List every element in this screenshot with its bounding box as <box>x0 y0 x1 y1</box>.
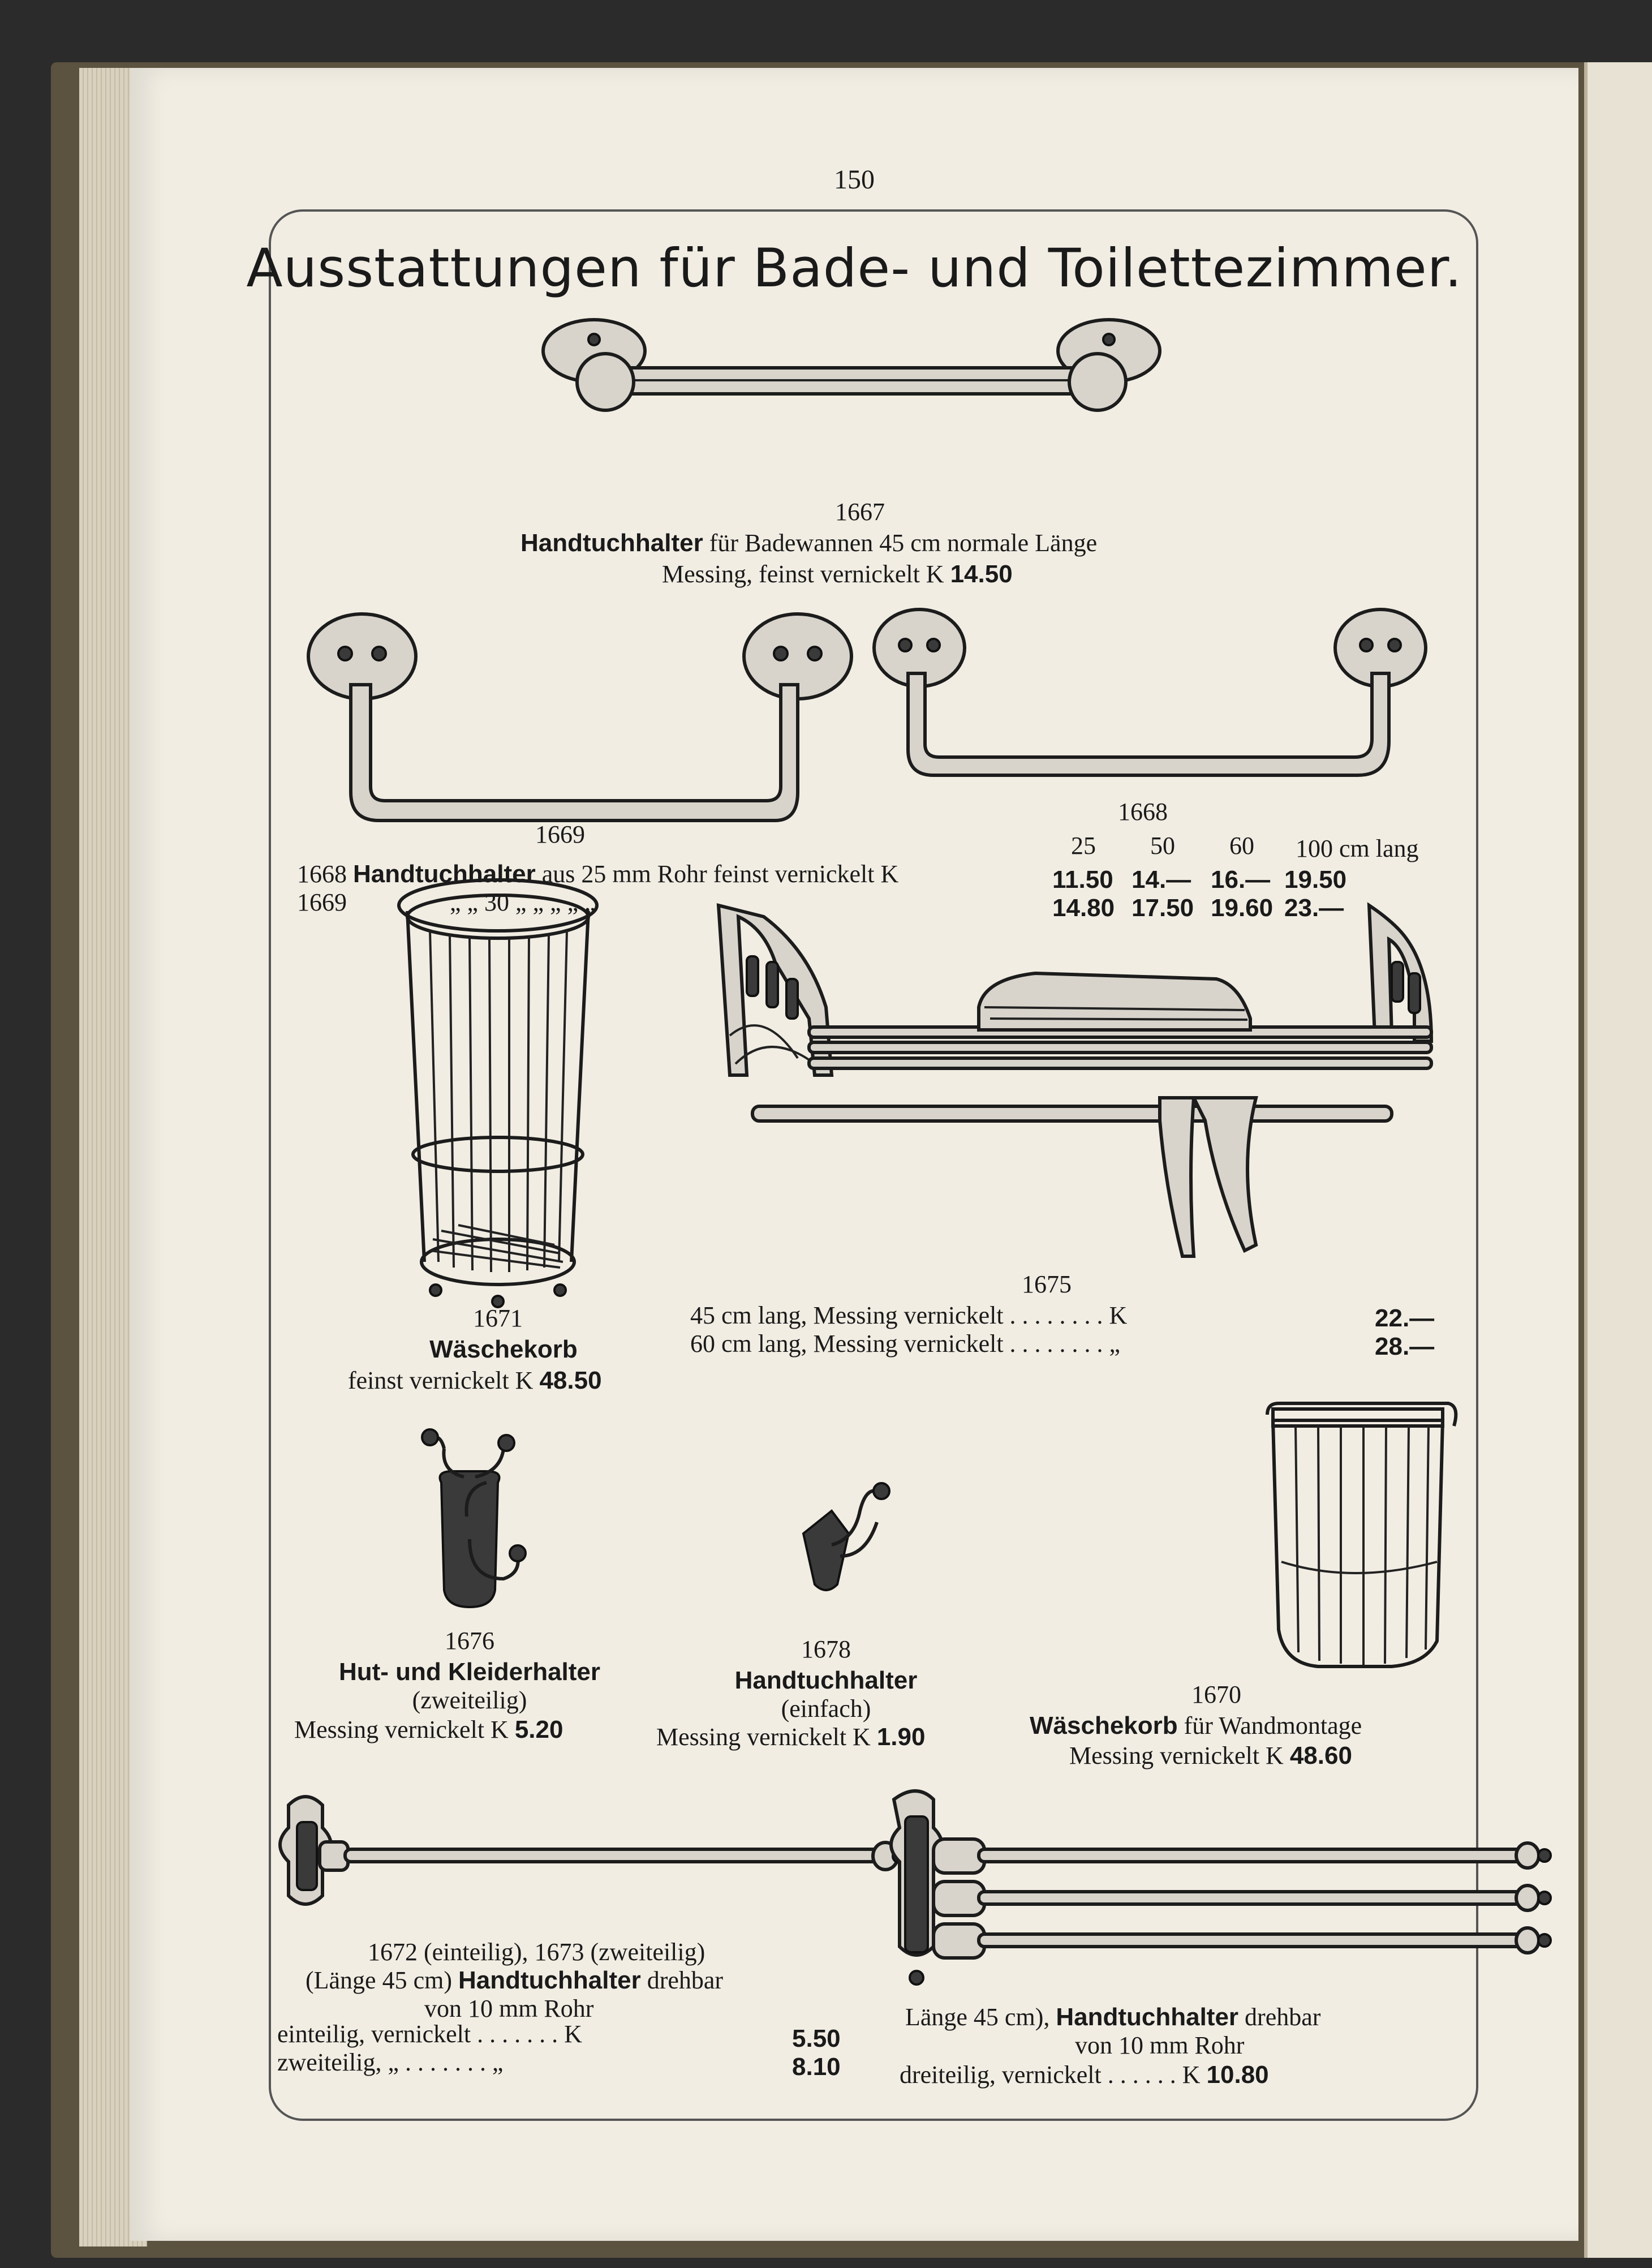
item-1672-row2-price: 8.10 <box>792 2053 841 2081</box>
wall-laundry-basket-1670-illustration <box>1256 1392 1471 1675</box>
towel-hook-1678-illustration <box>769 1477 917 1613</box>
towel-shelf-1675-illustration <box>696 894 1448 1279</box>
item-1670-name: Wäschekorb <box>1030 1712 1178 1739</box>
price-1668-60: 16.— <box>1211 866 1271 894</box>
item-1675-row1-price: 22.— <box>1375 1304 1435 1332</box>
adjacent-page-edge <box>1584 62 1652 2258</box>
item-1670-desc: für Wandmontage <box>1184 1712 1362 1739</box>
item-1675-row2-price: 28.— <box>1375 1333 1435 1360</box>
size-50: 50 <box>1150 832 1175 860</box>
item-1675-row1-text: 45 cm lang, Messing vernickelt . . . . . . . . K <box>690 1301 1128 1329</box>
item-1678-line2-text: Messing vernickelt K <box>656 1723 871 1751</box>
row-1668-label: 1668 <box>297 860 347 888</box>
item-1670-line1 <box>1030 1712 1362 1740</box>
item-1670-number: 1670 <box>1191 1681 1241 1708</box>
row-1668-name: Handtuchhalter <box>353 860 536 888</box>
item-1674-line1a: Länge 45 cm), <box>905 2003 1050 2031</box>
item-1667-price: 14.50 <box>950 560 1013 588</box>
item-1672-name: Handtuchhalter <box>458 1966 641 1994</box>
item-1678-line2 <box>656 1723 925 1751</box>
item-1672-row1-text: einteilig, vernickelt . . . . . . . K <box>277 2020 582 2048</box>
towel-bar-1667-illustration <box>537 317 1171 430</box>
item-1667-line2-text: Messing, feinst vernickelt K <box>662 560 944 588</box>
item-1676-number: 1676 <box>445 1627 494 1655</box>
item-1674-line1 <box>905 2003 1320 2031</box>
row-1669-text: „ „ 30 „ „ „ „ „ <box>450 888 596 916</box>
item-1670-line2 <box>1069 1742 1352 1770</box>
triple-swivel-towel-rail-illustration <box>871 1782 1590 1986</box>
price-1668-100: 19.50 <box>1284 866 1347 894</box>
row-1668-text: aus 25 mm Rohr feinst vernickelt K <box>541 860 899 888</box>
size-60: 60 <box>1229 832 1254 860</box>
item-1674-line3-text: dreiteilig, vernickelt . . . . . . K <box>900 2061 1201 2089</box>
price-1669-60: 19.60 <box>1211 894 1274 922</box>
swivel-towel-rail-1672-illustration <box>272 1788 962 1924</box>
item-1676-line2 <box>294 1716 563 1744</box>
price-1669-25: 14.80 <box>1052 894 1115 922</box>
page-title: Ausstattungen für Bade- und Toilettezimmer. <box>246 238 1462 299</box>
item-1668-number: 1668 <box>1118 798 1168 826</box>
item-1672-line3: von 10 mm Rohr <box>424 1995 594 2022</box>
item-1671-line2-text: feinst vernickelt K <box>348 1367 534 1394</box>
price-1668-50: 14.— <box>1132 866 1191 894</box>
item-1672-number-line: 1672 (einteilig), 1673 (zweiteilig) <box>368 1938 705 1966</box>
item-1667-line1 <box>520 529 1097 557</box>
item-1672-row2-text: zweiteilig, „ . . . . . . . „ <box>277 2048 504 2076</box>
size-100: 100 cm lang <box>1296 835 1419 862</box>
item-1672-row1-price: 5.50 <box>792 2025 841 2052</box>
item-1678-number: 1678 <box>801 1635 851 1663</box>
item-1671-number: 1671 <box>473 1304 523 1332</box>
item-1669-number: 1669 <box>535 821 585 848</box>
item-1674-line1b: drehbar <box>1245 2003 1321 2031</box>
towel-holder-1669-illustration <box>306 611 860 837</box>
item-1678-price: 1.90 <box>876 1723 926 1751</box>
item-1667-name: Handtuchhalter <box>520 529 703 557</box>
laundry-basket-1671-illustration <box>390 871 605 1313</box>
row-1669-label: 1669 <box>297 888 347 916</box>
price-1669-50: 17.50 <box>1132 894 1194 922</box>
price-1668-25: 11.50 <box>1052 866 1113 894</box>
item-1676-line2-text: Messing vernickelt K <box>294 1716 509 1743</box>
item-1675-number: 1675 <box>1022 1270 1072 1298</box>
item-1667-line2 <box>662 560 1013 589</box>
item-1670-line2-text: Messing vernickelt K <box>1069 1742 1284 1769</box>
catalog-page <box>130 68 1578 2241</box>
item-1672-line2 <box>306 1966 723 1995</box>
item-1674-price: 10.80 <box>1206 2061 1269 2089</box>
item-1671-line2 <box>348 1367 602 1395</box>
item-1667-number: 1667 <box>835 498 885 526</box>
item-1667-desc: für Badewannen 45 cm normale Länge <box>709 529 1098 557</box>
item-1676-sub: (zweiteilig) <box>412 1686 527 1714</box>
coat-hook-1676-illustration <box>396 1426 543 1618</box>
price-1669-100: 23.— <box>1284 894 1344 922</box>
item-1678-name: Handtuchhalter <box>734 1666 918 1694</box>
item-1675-row2-text: 60 cm lang, Messing vernickelt . . . . . . . . „ <box>690 1330 1121 1358</box>
item-1678-sub: (einfach) <box>781 1695 871 1723</box>
item-1674-line2: von 10 mm Rohr <box>1075 2031 1245 2059</box>
size-25: 25 <box>1071 832 1096 860</box>
item-1671-name: Wäschekorb <box>429 1335 578 1363</box>
item-1674-line3 <box>900 2061 1269 2089</box>
item-1672-line2b: drehbar <box>647 1966 724 1994</box>
item-1672-line2a: (Länge 45 cm) <box>306 1966 452 1994</box>
item-1676-price: 5.20 <box>514 1716 563 1743</box>
page-number: 150 <box>834 165 875 195</box>
towel-holder-1668-illustration <box>871 605 1437 798</box>
item-1676-name: Hut- und Kleiderhalter <box>338 1658 601 1686</box>
item-1674-name: Handtuchhalter <box>1056 2003 1239 2031</box>
item-1671-price: 48.50 <box>539 1367 602 1394</box>
item-1670-price: 48.60 <box>1289 1742 1352 1769</box>
